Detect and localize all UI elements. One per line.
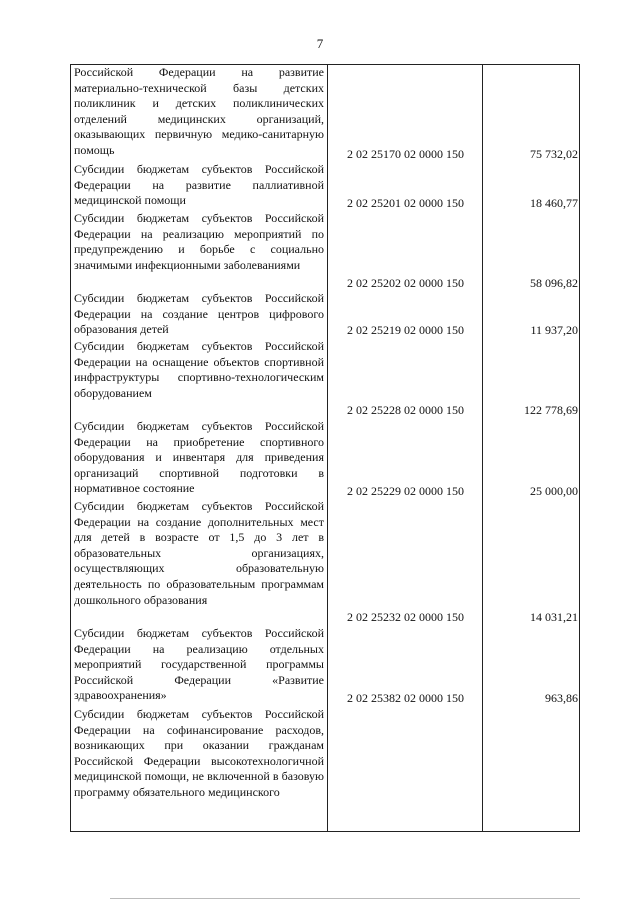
row-amount: 25 000,00 (530, 484, 578, 499)
row-description: Российской Федерации на развитие материально-технической базы детских поликлиник и детских поликлинических отделений медицинских организаций, оказывающих первичную медико-санитарную помощь (74, 65, 324, 157)
row-code: 2 02 25232 02 0000 150 (347, 610, 464, 625)
table-row (71, 65, 581, 163)
row-code: 2 02 25229 02 0000 150 (347, 484, 464, 499)
row-code: 2 02 25170 02 0000 150 (347, 147, 464, 162)
page-number: 7 (316, 36, 324, 51)
table-row (71, 707, 581, 832)
row-code: 2 02 25202 02 0000 150 (347, 276, 464, 291)
row-amount: 58 096,82 (530, 276, 578, 291)
row-code: 2 02 25228 02 0000 150 (347, 403, 464, 418)
table-row (71, 419, 581, 500)
row-amount: 14 031,21 (530, 610, 578, 625)
table-row (71, 291, 581, 339)
row-description: Субсидии бюджетам субъектов Российской Федерации на создание дополнительных мест для детей в возрасте от 1,5 до 3 лет в образовательных организациях, осуществляющих образовательную деятельность по образовательным программам дошкольного образования (74, 499, 324, 607)
row-description: Субсидии бюджетам субъектов Российской Федерации на реализацию мероприятий по предупреждению и борьбе с социально значимыми инфекционными заболеваниями (74, 211, 324, 272)
table-row (71, 211, 581, 292)
table-row (71, 499, 581, 626)
row-amount: 122 778,69 (524, 403, 578, 418)
row-amount: 11 937,20 (530, 323, 578, 338)
row-code: 2 02 25201 02 0000 150 (347, 196, 464, 211)
row-amount: 18 460,77 (530, 196, 578, 211)
row-description: Субсидии бюджетам субъектов Российской Федерации на реализацию отдельных мероприятий государственной программы Российской Федерации «Развитие здравоохранения» (74, 626, 324, 703)
row-description: Субсидии бюджетам субъектов Российской Федерации на оснащение объектов спортивной инфраструктуры спортивно-технологическим оборудованием (74, 339, 324, 400)
row-description: Субсидии бюджетам субъектов Российской Федерации на создание центров цифрового образования детей (74, 291, 324, 337)
row-amount: 963,86 (545, 691, 578, 706)
table-row (71, 162, 581, 212)
row-description: Субсидии бюджетам субъектов Российской Федерации на развитие паллиативной медицинской помощи (74, 162, 324, 208)
row-amount: 75 732,02 (530, 147, 578, 162)
row-code: 2 02 25382 02 0000 150 (347, 691, 464, 706)
row-description: Субсидии бюджетам субъектов Российской Федерации на софинансирование расходов, возникающих при оказании гражданам Российской Федерации высокотехнологичной медицинской помощи, не включенной в базовую программу обязательного медицинского (74, 707, 324, 799)
table-row (71, 339, 581, 419)
row-code: 2 02 25219 02 0000 150 (347, 323, 464, 338)
scan-artifact-line (110, 898, 580, 899)
revenue-table (70, 64, 580, 832)
table-row (71, 626, 581, 707)
row-description: Субсидии бюджетам субъектов Российской Федерации на приобретение спортивного оборудования и инвентаря для приведения организаций спортивной подготовки в нормативное состояние (74, 419, 324, 496)
